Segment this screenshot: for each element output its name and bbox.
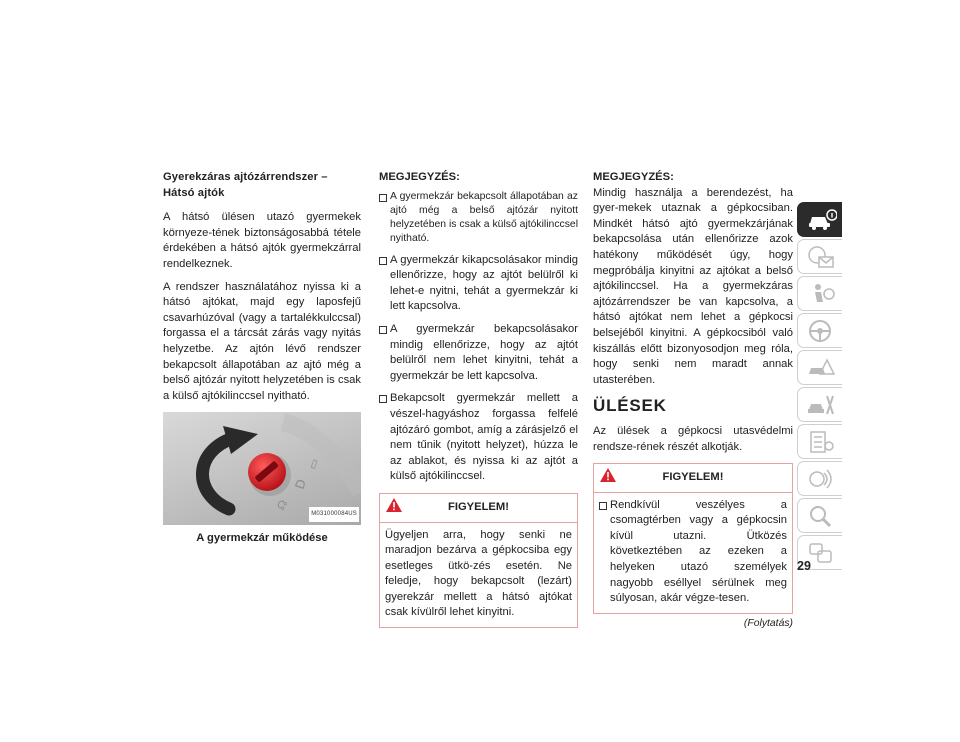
list-item: Bekapcsolt gyermekzár mellett a vészel-hagyáshoz forgassa felfelé ajtózáró gombot, amíg a zárásjelző el nem tűnik (nyitott helyzet), húzza le az ablakot, és nyissa ki az ajtót a külső ajtókilinccsel.: [379, 391, 578, 485]
warning-header: [380, 494, 577, 523]
warning-body: [594, 493, 792, 613]
warning-triangle-icon: [386, 498, 402, 512]
paragraph-instructions: A rendszer használatához nyissa ki a hátsó ajtókat, majd egy laposfejű csavarhúzóval (vagy a tartalékkulccsal) forgassa el a tárcsát zárás vagy nyitás helyzetbe. Az ajtón lévő rendszer bekapcsolt állapotában az ajtó még a belső ajtózár nyitott helyzetében is csak a külső ajtókilinccsel nyitható.: [163, 280, 361, 402]
figure-caption: A gyermekzár működése: [196, 532, 328, 545]
paragraph-intro: A hátsó ülésen utazó gyermekek környeze-tének biztonságosabbá tétele érdekében a hátsó ajtók gyermekzárral rendelkeznek.: [163, 211, 361, 270]
multimedia-icon: [807, 467, 835, 491]
tab-chapter-2[interactable]: [797, 239, 842, 274]
list-item: A gyermekzár bekapcsolt állapotában az ajtó még a belső ajtózár nyitott helyzetében is csak a külső ajtókilinccsel nyitható.: [379, 190, 578, 246]
svg-text:D: D: [291, 477, 310, 492]
tab-chapter-6[interactable]: [797, 387, 842, 422]
continued-label: (Folytatás): [743, 617, 793, 629]
tab-chapter-8[interactable]: [797, 461, 842, 496]
tab-chapter-9[interactable]: [797, 498, 842, 533]
warning-box: [379, 493, 578, 628]
list-item: A gyermekzár bekapcsolásakor mindig ellenőrizze, hogy az ajtót belülről nem lehet kinyitni, tehát a gyermekzár be lett kapcsolva.: [379, 322, 578, 384]
child-lock-photo: [163, 412, 361, 525]
list-item: A gyermekzár kikapcsolásakor mindig ellenőrizze, hogy az ajtót belülről ki lehet-e nyitni, tehát a gyermekzár ki lett kapcsolva.: [379, 253, 578, 315]
column-3: [593, 170, 793, 631]
warning-car-icon: [807, 356, 835, 380]
warning-text: Ügyeljen arra, hogy senki ne maradjon bezárva a gépkocsiba egy esetleges ütkö-zés esetén. Ne feledje, hogy bekapcsolt (lezárt) gyerekzár mellett a hátsó ajtókat csak kívülről lehet kinyitni.: [385, 528, 572, 619]
airbag-person-icon: [807, 282, 835, 306]
warning-header: [594, 464, 792, 493]
note-text: Mindig használja a berendezést, ha gyer-mekek utaznak a gépkocsiban. Mindkét hátsó ajtó gyermekzárjának bekapcsolása után ellenőrizze azok hatékony működését úgy, hogy megpróbálja kinyitni az ajtókat a belső ajtókilinccsel. Ha a gyermekzáras ajtózárrendszer be van kapcsolva, a hátsó ajtókat nem lehet a gépkocsi belsejéből kinyitni. A gépkocsiból való kiszállás előtt bizonyosodjon meg róla, hogy senki nem maradt annak utasterében.: [593, 186, 793, 386]
warning-box: [593, 463, 793, 614]
tab-chapter-1[interactable]: [797, 202, 842, 237]
language-icon: [807, 541, 835, 565]
warning-title: FIGYELEM!: [662, 471, 724, 484]
car-info-icon: [807, 208, 837, 230]
note-heading: MEGJEGYZÉS:: [593, 171, 674, 183]
tab-chapter-7[interactable]: [797, 424, 842, 459]
warning-bullet-list: [599, 498, 787, 607]
seats-intro: Az ülések a gépkocsi utasvédelmi rendsze-rének részét alkotják.: [593, 424, 793, 453]
mail-gauge-icon: [807, 245, 835, 269]
section-heading-child-lock: Gyerekzáras ajtózárrendszer – Hátsó ajtók: [163, 171, 328, 199]
section-title-seats: ÜLÉSEK: [593, 396, 667, 416]
tab-chapter-4[interactable]: [797, 313, 842, 348]
column-1: [163, 170, 361, 547]
page-number: 29: [797, 559, 811, 573]
note-bullet-list: [379, 190, 578, 485]
tab-chapter-3[interactable]: [797, 276, 842, 311]
tab-chapter-5[interactable]: [797, 350, 842, 385]
svg-text:☊: ☊: [275, 498, 291, 513]
warning-triangle-icon: [600, 468, 616, 482]
list-item: Rendkívül veszélyes a csomagtérben vagy a gépkocsin kívül utazni. Ütközés következtében az ezeken a helyeken utazó személyek nagyobb eséllyel sérülnek meg súlyosan, akár végze-tesen.: [599, 498, 787, 607]
chapter-tabs: [797, 202, 843, 572]
steering-wheel-icon: [807, 319, 835, 343]
car-tools-icon: [807, 393, 835, 417]
svg-text:▭: ▭: [306, 457, 322, 472]
warning-body: [380, 523, 577, 628]
image-reference-code: M031000084US: [309, 507, 359, 523]
maintenance-list-icon: [807, 430, 835, 454]
search-icon: [807, 504, 835, 528]
column-2: [379, 170, 578, 628]
note-heading: MEGJEGYZÉS:: [379, 171, 460, 183]
warning-title: FIGYELEM!: [448, 500, 509, 513]
